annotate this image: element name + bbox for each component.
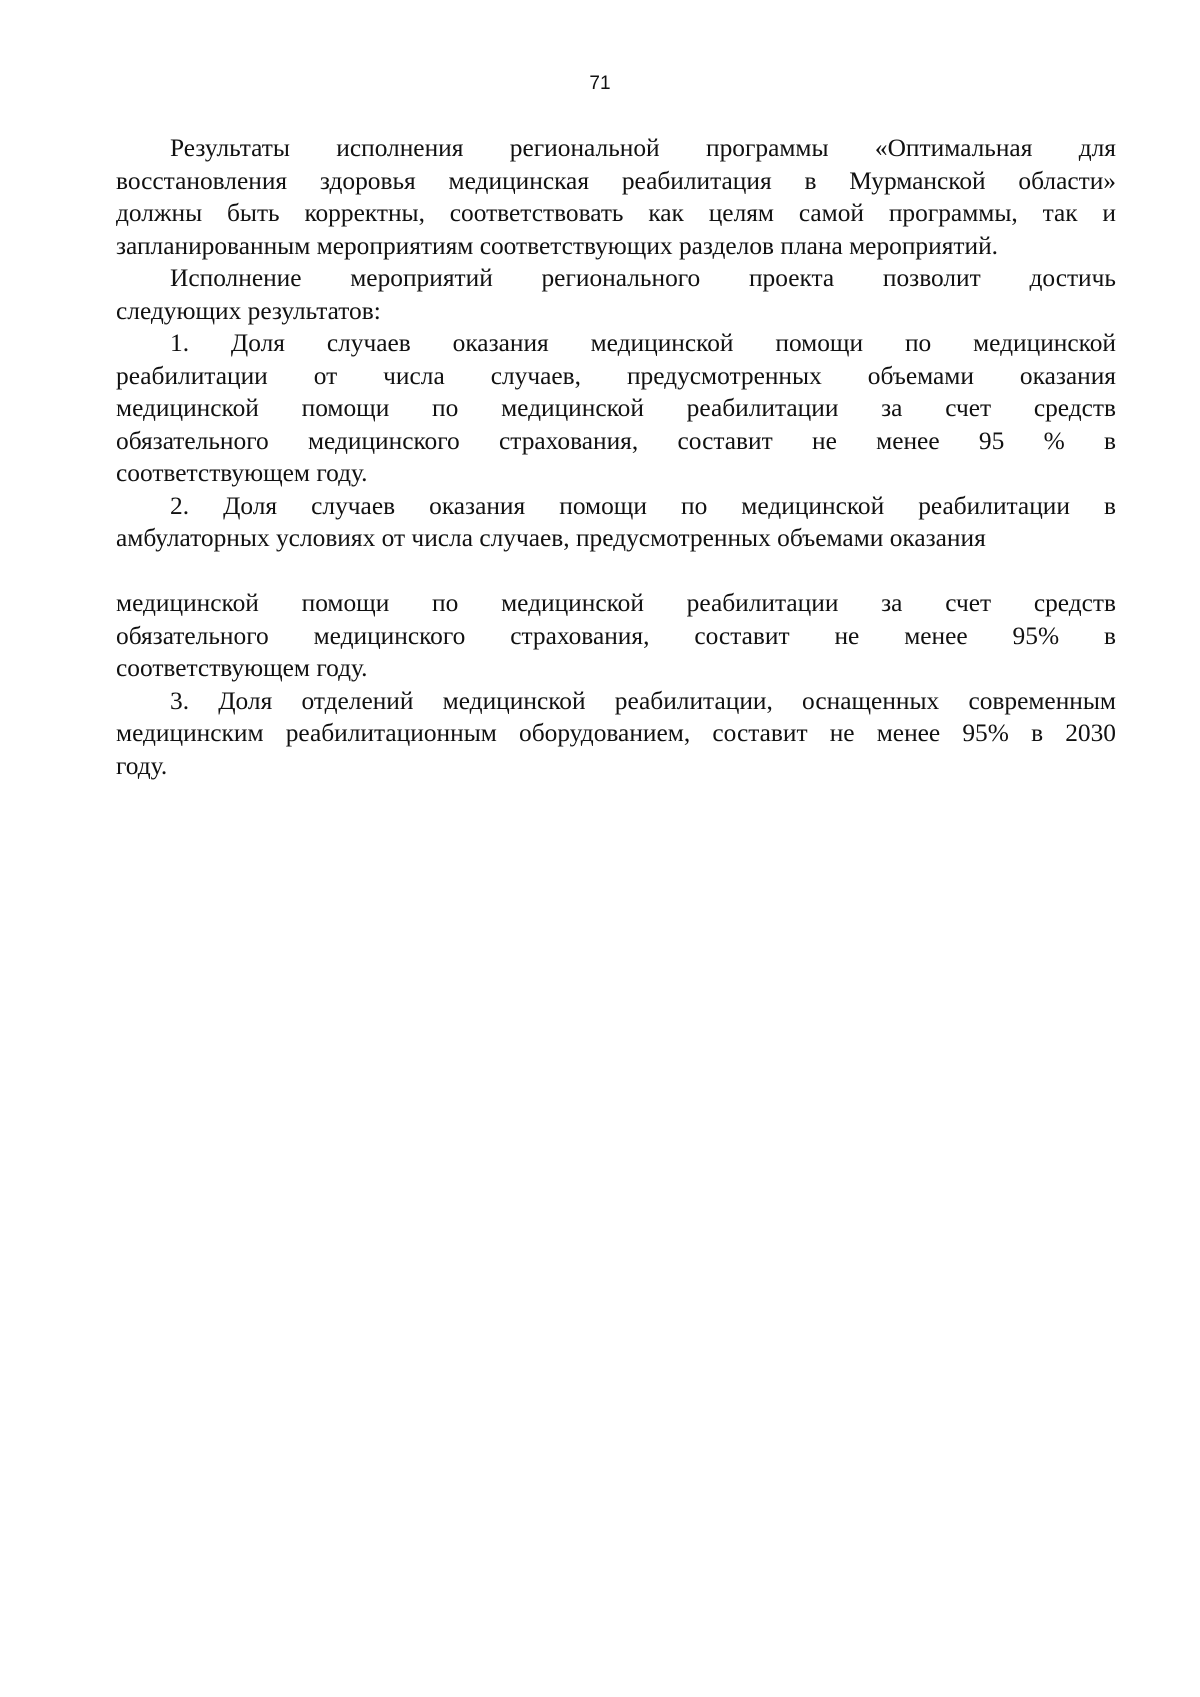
text-line: медицинским реабилитационным оборудованием, составит не менее 95% в 2030 [116, 719, 1116, 747]
list-item-2 [116, 490, 1116, 555]
text-line: обязательного медицинского страхования, составит не менее 95% в [116, 621, 1116, 650]
list-item-2-continued [116, 587, 1116, 685]
text-line: амбулаторных условиях от числа случаев, предусмотренных объемами оказания [116, 524, 986, 552]
list-item-3 [116, 685, 1116, 783]
text-line: году. [116, 751, 168, 780]
paragraph-project-execution [116, 262, 1116, 327]
page-number: 71 [589, 73, 611, 94]
list-item-1 [116, 327, 1116, 490]
text-line: Результаты исполнения региональной программы «Оптимальная для [170, 134, 1116, 162]
text-line: соответствующем году. [116, 654, 368, 682]
text-line: обязательного медицинского страхования, составит не менее 95 % в [116, 426, 1116, 455]
paragraph-program-results [116, 132, 1116, 262]
text-line: следующих результатов: [116, 296, 381, 325]
document-body [116, 132, 1116, 782]
text-line: 3. Доля отделений медицинской реабилитации, оснащенных современным [170, 686, 1116, 715]
text-line: 1. Доля случаев оказания медицинской помощи по медицинской [170, 329, 1116, 357]
text-line: должны быть корректны, соответствовать как целям самой программы, так и [116, 199, 1116, 227]
text-line: медицинской помощи по медицинской реабилитации за счет средств [116, 394, 1116, 422]
text-line: реабилитации от числа случаев, предусмотренных объемами оказания [116, 361, 1116, 390]
text-line: запланированным мероприятиям соответствующих разделов плана мероприятий. [116, 231, 999, 260]
text-line: восстановления здоровья медицинская реабилитация в Мурманской области» [116, 166, 1116, 195]
text-line: 2. Доля случаев оказания помощи по медицинской реабилитации в [170, 491, 1116, 520]
text-line: Исполнение мероприятий регионального проекта позволит достичь [170, 264, 1116, 292]
text-line: соответствующем году. [116, 459, 368, 487]
text-line: медицинской помощи по медицинской реабилитации за счет средств [116, 589, 1116, 617]
